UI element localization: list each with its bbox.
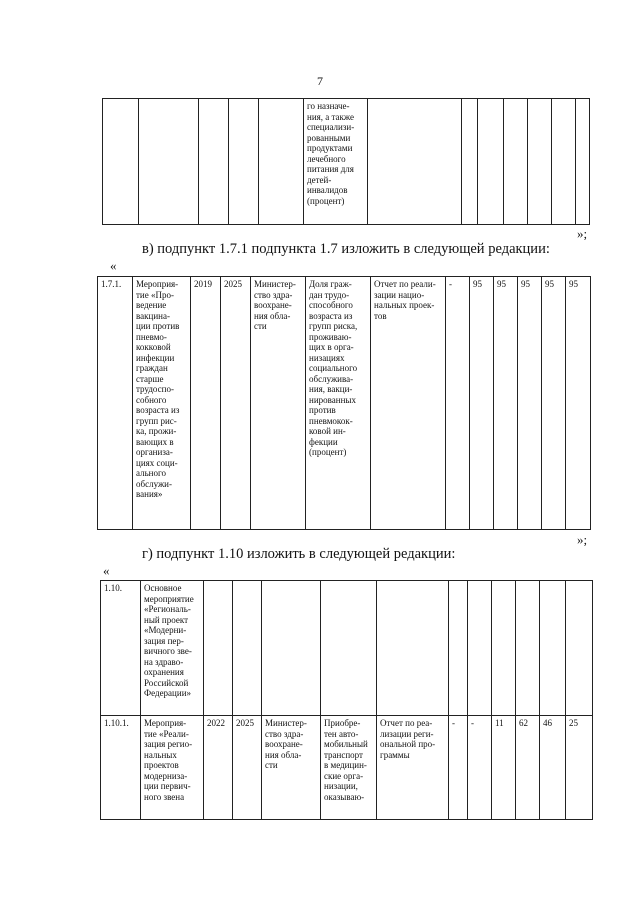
executor: Министер- ство здра- воохране- ния обла- сти — [262, 716, 321, 820]
value-cell: 25 — [566, 716, 593, 820]
table-cell — [199, 99, 229, 225]
year-end: 2025 — [221, 277, 251, 530]
value-cell: 95 — [566, 277, 591, 530]
table-cell — [566, 581, 593, 716]
report-source: Отчет по реали- зации нацио- нальных проек- тов — [371, 277, 446, 530]
table-row — [98, 277, 591, 530]
table-cell — [552, 99, 576, 225]
table-cell — [528, 99, 552, 225]
table-cell — [103, 99, 139, 225]
year-start: 2019 — [191, 277, 221, 530]
item-number: 1.7.1. — [98, 277, 133, 530]
value-cell: 95 — [470, 277, 494, 530]
value-cell: 95 — [542, 277, 566, 530]
closing-quote: »; — [577, 532, 588, 547]
table-cell — [204, 581, 233, 716]
item-number: 1.10.1. — [101, 716, 141, 820]
section-heading: г) подпункт 1.10 изложить в следующей редакции: — [142, 546, 456, 562]
table-cell — [504, 99, 528, 225]
indicator: Приобре- тен авто- мобильный транспорт в медицин- ские орга- низации, оказываю- — [321, 716, 377, 820]
table-cell — [229, 99, 259, 225]
opening-quote: « — [110, 258, 117, 273]
table-cell — [233, 581, 262, 716]
subitem-1-10-table — [100, 580, 593, 820]
table-cell — [462, 99, 478, 225]
table-cell — [540, 581, 566, 716]
value-cell: 62 — [516, 716, 540, 820]
report-source: Отчет по реа- лизации реги- ональной про- граммы — [377, 716, 449, 820]
table-cell: го назначе- ния, а также специализи- рованными продуктами лечебного питания для детей- инвалидов (процент) — [304, 99, 368, 225]
year-end: 2025 — [233, 716, 262, 820]
table-cell — [468, 581, 492, 716]
table-row — [101, 716, 593, 820]
indicator: Доля граж- дан трудо- способного возраста из групп риска, проживаю- щих в орга- низациях социального обслужива- ния, вакци- нированных против пневмокок- ковой ин- фекции (процент) — [306, 277, 371, 530]
table-cell — [368, 99, 462, 225]
table-row — [101, 581, 593, 716]
table-cell — [576, 99, 590, 225]
year-start: 2022 — [204, 716, 233, 820]
table-cell — [492, 581, 516, 716]
table-cell — [516, 581, 540, 716]
table-cell — [259, 99, 304, 225]
continuation-table — [102, 98, 590, 225]
subitem-1-7-1-table — [97, 276, 591, 530]
value-cell: 95 — [494, 277, 518, 530]
value-cell: - — [449, 716, 468, 820]
section-heading: в) подпункт 1.7.1 подпункта 1.7 изложить в следующей редакции: — [142, 241, 550, 257]
value-cell: 46 — [540, 716, 566, 820]
table-cell — [449, 581, 468, 716]
executor: Министер- ство здра- воохране- ния обла- сти — [251, 277, 306, 530]
table-cell — [377, 581, 449, 716]
item-name: Мероприя- тие «Про- ведение вакцина- ции против пневмо- кокковой инфекции граждан старше трудоспо- собного возраста из групп рис- ка, прожи- вающих в организа- циях соци- ального обслужи- вания» — [133, 277, 191, 530]
table-cell — [262, 581, 321, 716]
table-row — [103, 99, 590, 225]
closing-quote: »; — [577, 226, 588, 241]
table-cell — [139, 99, 199, 225]
value-cell: 95 — [518, 277, 542, 530]
item-name: Основное мероприятие «Региональ- ный проект «Модерни- зация пер- вичного зве- на здраво- охранения Российской Федерации» — [141, 581, 204, 716]
item-name: Мероприя- тие «Реали- зация регио- нальных проектов модерниза- ции первич- ного звена — [141, 716, 204, 820]
table-cell — [321, 581, 377, 716]
item-number: 1.10. — [101, 581, 141, 716]
value-cell: 11 — [492, 716, 516, 820]
value-cell: - — [446, 277, 470, 530]
value-cell: - — [468, 716, 492, 820]
table-cell — [478, 99, 504, 225]
opening-quote: « — [103, 563, 110, 578]
page-number: 7 — [317, 74, 323, 88]
